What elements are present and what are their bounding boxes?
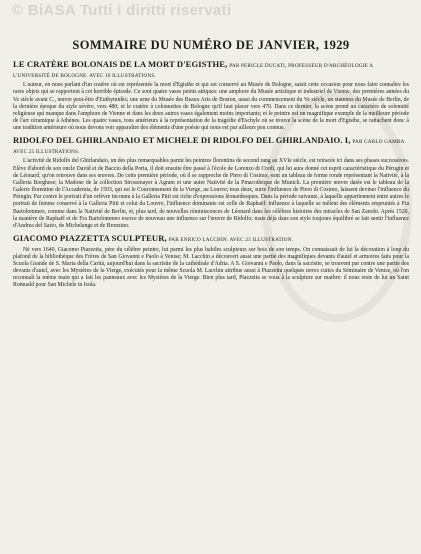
article-byline: PAR ENRICO LACCHIN. AVEC 23 ILLUSTRATION. (168, 237, 294, 244)
article-piazzetta (13, 234, 409, 290)
article-title: GIACOMO PIAZZETTA SCULPTEUR, (13, 233, 167, 244)
article-body: L'activité de Ridolfo del Ghirlandaio, un des plus remarquables parmi les peintres florentins de second rang au XVIe siècle, est retracée ici dans ses phases successives. Elève d'abord de son oncle David et de Baccio della Porta, il doit ensuite être passé à l'école de Lorenzo di Credi, qui lui aura donné cet esprit caractéristique du Pérugin et de Léonard, qu'on retrouve dans ses œuvres. De cette première période, où il se rapproche de Piero di Cosimo, sont un tableau de forme ronde représentant la Nativité, à la Galleria Borghese; la Madone de la collection Strossmayer à Agram et une autre Nativité de la Pinacothèque de Munich. La première œuvre datée est le tableau de la Galerie florentine de l'Accademia, de 1503, qui est le Couronnement de la Vierge, au Louvre; tous deux, sutre l'influence de Piero di Cosimo, laissent deviner l'influence du Pérugin. Par contre le portrait d'un orfèvre inconnu à la Galleria Pitti est riche d'expressions léonardesques. Dans la période suivante, à laquelle appartiennent entre autres le portrait de femme conservé à la Galleria Pitti et celui du Louvre, l'influence dominante est celle de Raphaël: influence à laquelle se mêlent des éléments empruntés à Fra Bartolommeo, comme dans la Nativité de Berlin, et, plus tard, de nouvelles réminiscences de Léonard dans les célèbres histoires des miracles de San Zanobi. Après 1520, la manière de Raphaël et de Fra Bartolommeo exerce de nouveau une influence sur l'œuvre de Ridolfo; mais déjà dans son style toujours équilibré se fait sentir l'influence d'Andrea del Sarto, de Michelange et de Bronzino. (13, 158, 409, 229)
article-cratere (13, 60, 409, 132)
article-body: Né vers 1640, Giacomo Piazzetta, père du célèbre peintre, fut parmi les plus habiles sculpteurs sur bois de son temps. On connaissait de lui la décoration à loup du plafond de la bibliothèque des Frères de San Giovanni e Paolo à Venise; M. Lacchin a découvert aussi une partie des magnifiques devants d'autel et armoires faits pour la Scuola Grande de S. Maria della Carità, aujourd'hui dans la sacristie de la cathédrale d'Adria. A S. Giovanni e Paolo, dans la sacristie, se trouvent par contre une partie des devants d'autel, avec les Mystères de la Vierge, exécutés pour la même Scuola M. Lacchin attribue aussi à Piazzetta quelques terres cuites du Séminaire de Venise, où l'on reconnaît la même main qui a fait les panneaux avec les Mystères de la Vierge. Bien plus tard, Piazzetta se voua à la sculpture sur marbre: il nous reste de lui un Saint Romuald pour San Michele in Isola. (13, 246, 409, 289)
article-title: RIDOLFO DEL GHIRLANDAIO ET MICHELE DI RIDOLFO DEL GHIRLANDAIO. I, (13, 135, 351, 146)
article-byline: PAR PERICLE DUCATI, PROFESSEUR D'ARCHÉOLOGIE A L'UNIVERSITÉ DE BOLOGNE. AVEC 10 ILLUSTRATIONS. (13, 63, 373, 79)
article-title: LE CRATÈRE BOLONAIS DE LA MORT D'EGISTHE, (13, 59, 228, 69)
article-heading (13, 234, 409, 245)
document-page (13, 38, 409, 294)
page-title: SOMMAIRE DU NUMÉRO DE JANVIER, 1929 (72, 38, 350, 52)
article-byline: PAR CARLO GAMBA. AVEC 25 ILLUSTRATIONS. (13, 139, 407, 155)
article-heading (13, 136, 409, 156)
article-body: L'auteur, en nous parlant d'un cratère où est représentée la mort d'Egisthe et qui est conservé au Musée de Bologne, saisit cette occasion pour nous faire connaître les rares objets qui se rapportent à cet horrible épisode. Ce sont quatre vases peints attiques: une amphore du Musée artistique et industriel de Vienne, des premières années du Ve siècle avant C., œuvre peut-être d'Euthymidès; une urne du Musée des Beaux Arts de Boston, aussi du commencement du Ve siècle, un stamnos du Musée de Berlin, de la dernière époque du style sévère, vers 480; et le cratère à colonnettes de Bologne qu'il faut placer vers 470. Dans ce dernier, la scène prend un caractère de solennité religieuse qui manque dans l'amphore de Vienne et dans les deux autres vases également moins importants; et le peintre est un magnifique exemple de la meilleure période de l'art céramique à Athènes. Les quatre vases, tous antérieurs à la représentation de la tragédie d'Eschyle où se trouve la scène de la mort d'Egisthe, se rattachent donc à une tradition antérieure où nous devons voir apparaître des éléments d'une poésie qui nous est par ailleurs peu connue. (13, 82, 409, 132)
article-ghirlandaio (13, 136, 409, 230)
article-heading (13, 60, 409, 80)
watermark: © BiASA Tutti i diritti riservati (12, 2, 232, 19)
